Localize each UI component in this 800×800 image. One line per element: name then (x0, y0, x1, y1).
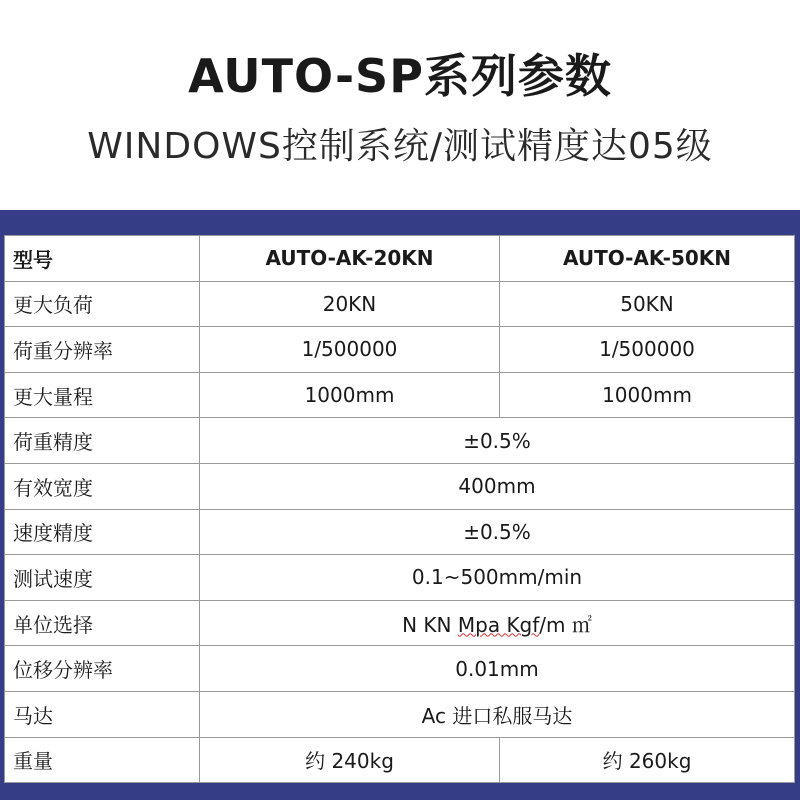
model-50kn: AUTO-AK-50KN (500, 236, 795, 282)
cell-value: 0.1~500mm/min (200, 555, 795, 601)
spec-table (4, 235, 795, 783)
cell-50kn: 约 260kg (500, 737, 795, 783)
page-title: AUTO-SP系列参数 (188, 49, 612, 103)
row-label: 重量 (5, 737, 200, 783)
table-row (5, 281, 795, 327)
cell-value: 0.01mm (200, 646, 795, 692)
row-label: 有效宽度 (5, 463, 200, 509)
model-20kn: AUTO-AK-20KN (200, 236, 500, 282)
row-label: 速度精度 (5, 509, 200, 555)
cell-value (200, 600, 795, 646)
cell-value: ±0.5% (200, 418, 795, 464)
cell-50kn: 50KN (500, 281, 795, 327)
row-label: 更大量程 (5, 372, 200, 418)
row-label: 荷重分辨率 (5, 327, 200, 373)
unit-text-suffix: /m ㎡ (539, 612, 592, 637)
row-label: 单位选择 (5, 600, 200, 646)
cell-20kn: 1/500000 (200, 327, 500, 373)
table-row (5, 463, 795, 509)
cell-20kn: 20KN (200, 281, 500, 327)
table-row (5, 600, 795, 646)
unit-text-spellcheck: Mpa Kgf (457, 612, 540, 637)
unit-text-prefix: N KN (402, 612, 458, 637)
table-row (5, 646, 795, 692)
spec-panel (0, 210, 800, 800)
page-header (0, 0, 800, 210)
cell-20kn: 约 240kg (200, 737, 500, 783)
table-row (5, 555, 795, 601)
table-row (5, 737, 795, 783)
cell-value: 400mm (200, 463, 795, 509)
row-label: 更大负荷 (5, 281, 200, 327)
table-header-row (5, 236, 795, 282)
row-label: 位移分辨率 (5, 646, 200, 692)
cell-value: ±0.5% (200, 509, 795, 555)
row-label: 马达 (5, 691, 200, 737)
table-row (5, 418, 795, 464)
row-label-model: 型号 (5, 236, 200, 282)
table-row (5, 691, 795, 737)
table-row (5, 327, 795, 373)
cell-20kn: 1000mm (200, 372, 500, 418)
cell-50kn: 1/500000 (500, 327, 795, 373)
row-label: 荷重精度 (5, 418, 200, 464)
row-label: 测试速度 (5, 555, 200, 601)
page-subtitle: WINDOWS控制系统/测试精度达05级 (87, 126, 713, 167)
cell-50kn: 1000mm (500, 372, 795, 418)
cell-value: Ac 进口私服马达 (200, 691, 795, 737)
table-row (5, 372, 795, 418)
table-row (5, 509, 795, 555)
